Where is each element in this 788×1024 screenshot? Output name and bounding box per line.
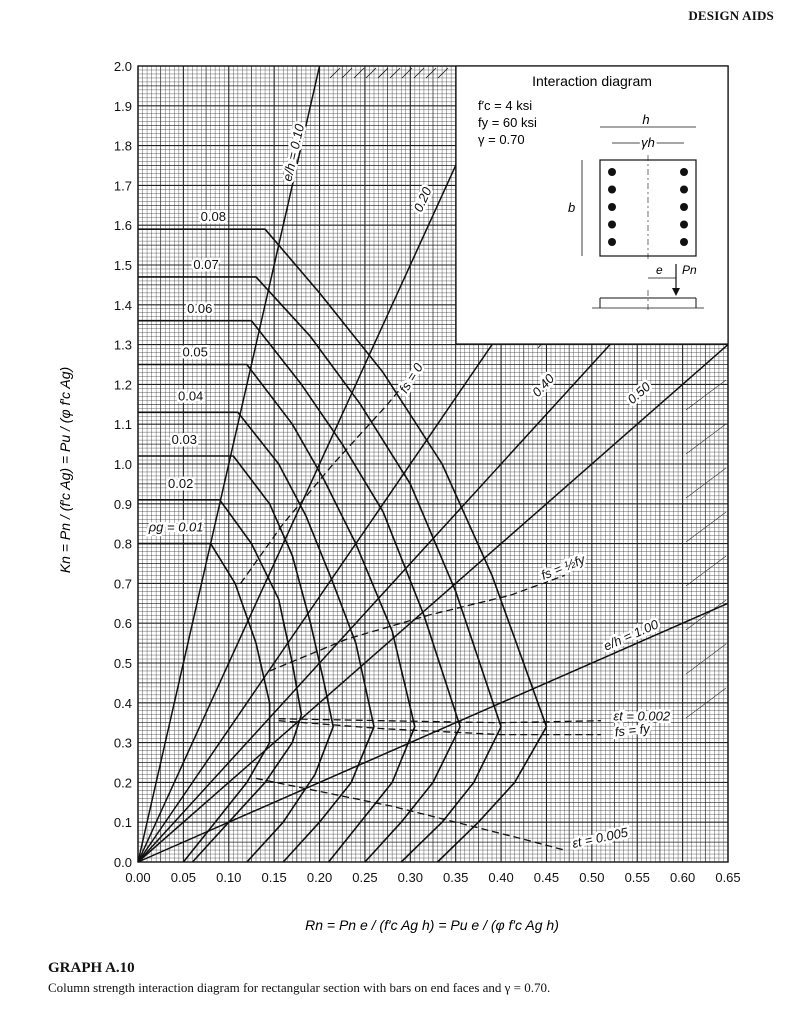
inset-gamma: γ = 0.70 [478, 132, 525, 147]
stress-line [279, 719, 601, 723]
caption-text: Column strength interaction diagram for rectangular section with bars on end faces and γ = 0.70. [48, 980, 551, 995]
rebar-dot [680, 168, 688, 176]
hatch-stroke [686, 424, 726, 454]
stress-label: fs = ½fy [538, 551, 588, 583]
y-tick-label: 0.6 [113, 616, 132, 632]
x-tick-label: 0.60 [669, 870, 696, 885]
y-tick-label: 0.4 [113, 695, 132, 711]
eh-label: e/h = 0.10 [279, 122, 308, 183]
rebar-dot [680, 238, 688, 246]
x-tick-label: 0.40 [488, 870, 514, 885]
e-label: e [656, 263, 663, 277]
x-tick-label: 0.25 [352, 870, 378, 885]
x-axis-formula: Rn = Pn e / (f′c Ag h) = Pu e / (φ f′c Ag h) [305, 917, 559, 933]
x-tick-label: 0.00 [125, 870, 151, 885]
rho-label: 0.03 [171, 432, 197, 448]
rebar-dot [680, 186, 688, 194]
rho-label: 0.04 [177, 388, 204, 404]
rebar-dot [608, 203, 616, 211]
y-tick-label: 0.8 [113, 536, 132, 552]
y-tick-label: 1.3 [113, 337, 132, 353]
hatch-stroke [366, 68, 376, 78]
stress-label: fs = 0 [396, 360, 426, 396]
rho-label: 0.05 [182, 344, 208, 360]
eh-label: 0.40 [529, 370, 558, 400]
y-axis-formula-text: Kn = Pn / (f′c Ag) = Pu / (φ f′c Ag) [57, 366, 73, 574]
header-design-aids: DESIGN AIDS [688, 8, 774, 23]
rebar-dot [608, 238, 616, 246]
inset-diagram [456, 66, 728, 344]
x-tick-label: 0.50 [579, 870, 605, 885]
x-tick-label: 0.20 [306, 870, 333, 885]
rebar-dot [608, 168, 616, 176]
rho-label: 0.07 [193, 256, 219, 272]
hatch-stroke [686, 468, 726, 498]
hatch-stroke [390, 68, 400, 78]
y-tick-label: 1.2 [113, 377, 132, 393]
y-tick-label: 2.0 [113, 59, 132, 74]
stress-label: fs = fy [614, 720, 651, 740]
rebar-dot [680, 203, 688, 211]
h-label: h [642, 112, 650, 127]
y-tick-label: 0.2 [113, 775, 132, 791]
b-label: b [568, 200, 576, 215]
hatch-stroke [354, 68, 364, 78]
hatch-stroke [686, 556, 726, 586]
inset-title: Interaction diagram [532, 73, 652, 89]
x-tick-label: 0.45 [533, 870, 560, 885]
rebar-dot [608, 221, 616, 229]
x-tick-label: 0.55 [624, 870, 650, 885]
y-tick-label: 0.1 [113, 815, 132, 831]
y-tick-label: 1.6 [113, 218, 132, 234]
y-tick-label: 1.8 [113, 138, 132, 154]
x-tick-label: 0.05 [170, 870, 197, 885]
y-tick-label: 1.0 [113, 457, 132, 472]
y-tick-label: 0.7 [113, 576, 132, 592]
y-tick-label: 1.5 [113, 258, 132, 273]
y-axis-formula [57, 367, 73, 573]
stress-label: εt = 0.002 [613, 708, 671, 724]
y-tick-label: 1.4 [113, 297, 132, 313]
inset-fc: f′c = 4 ksi [478, 98, 533, 113]
inset-fy: fy = 60 ksi [478, 115, 537, 130]
caption-title: GRAPH A.10 [48, 960, 135, 976]
stress-label: εt = 0.005 [570, 824, 630, 851]
x-tick-label: 0.15 [261, 870, 287, 885]
y-tick-label: 1.1 [113, 417, 132, 433]
x-tick-label: 0.30 [397, 870, 423, 885]
hatch-stroke [342, 68, 352, 78]
hatch-stroke [686, 512, 726, 542]
hatch-stroke [686, 600, 726, 630]
y-tick-label: 0.5 [113, 656, 132, 671]
eh-label: 0.20 [410, 184, 435, 215]
x-tick-label: 0.65 [715, 870, 741, 885]
y-tick-label: 1.9 [113, 98, 132, 114]
rho-label: ρg = 0.01 [148, 519, 204, 535]
y-tick-label: 1.7 [113, 178, 132, 194]
rho-label: 0.06 [187, 300, 213, 316]
eh-label: e/h = 1.00 [601, 616, 661, 654]
x-tick-label: 0.10 [216, 870, 242, 885]
hatch-stroke [330, 68, 340, 78]
rho-label: 0.08 [200, 209, 226, 225]
y-tick-label: 0.3 [113, 735, 132, 751]
rebar-dot [680, 221, 688, 229]
rho-label: 0.02 [168, 475, 194, 491]
gh-label: γh [641, 135, 655, 150]
hatch-stroke [426, 68, 436, 78]
pn-label: Pn [682, 263, 697, 277]
y-tick-label: 0.9 [113, 496, 132, 512]
x-tick-label: 0.35 [443, 870, 469, 885]
y-tick-label: 0.0 [113, 855, 132, 870]
eh-label: 0.50 [624, 378, 654, 407]
rebar-dot [608, 186, 616, 194]
hatch-stroke [414, 68, 424, 78]
